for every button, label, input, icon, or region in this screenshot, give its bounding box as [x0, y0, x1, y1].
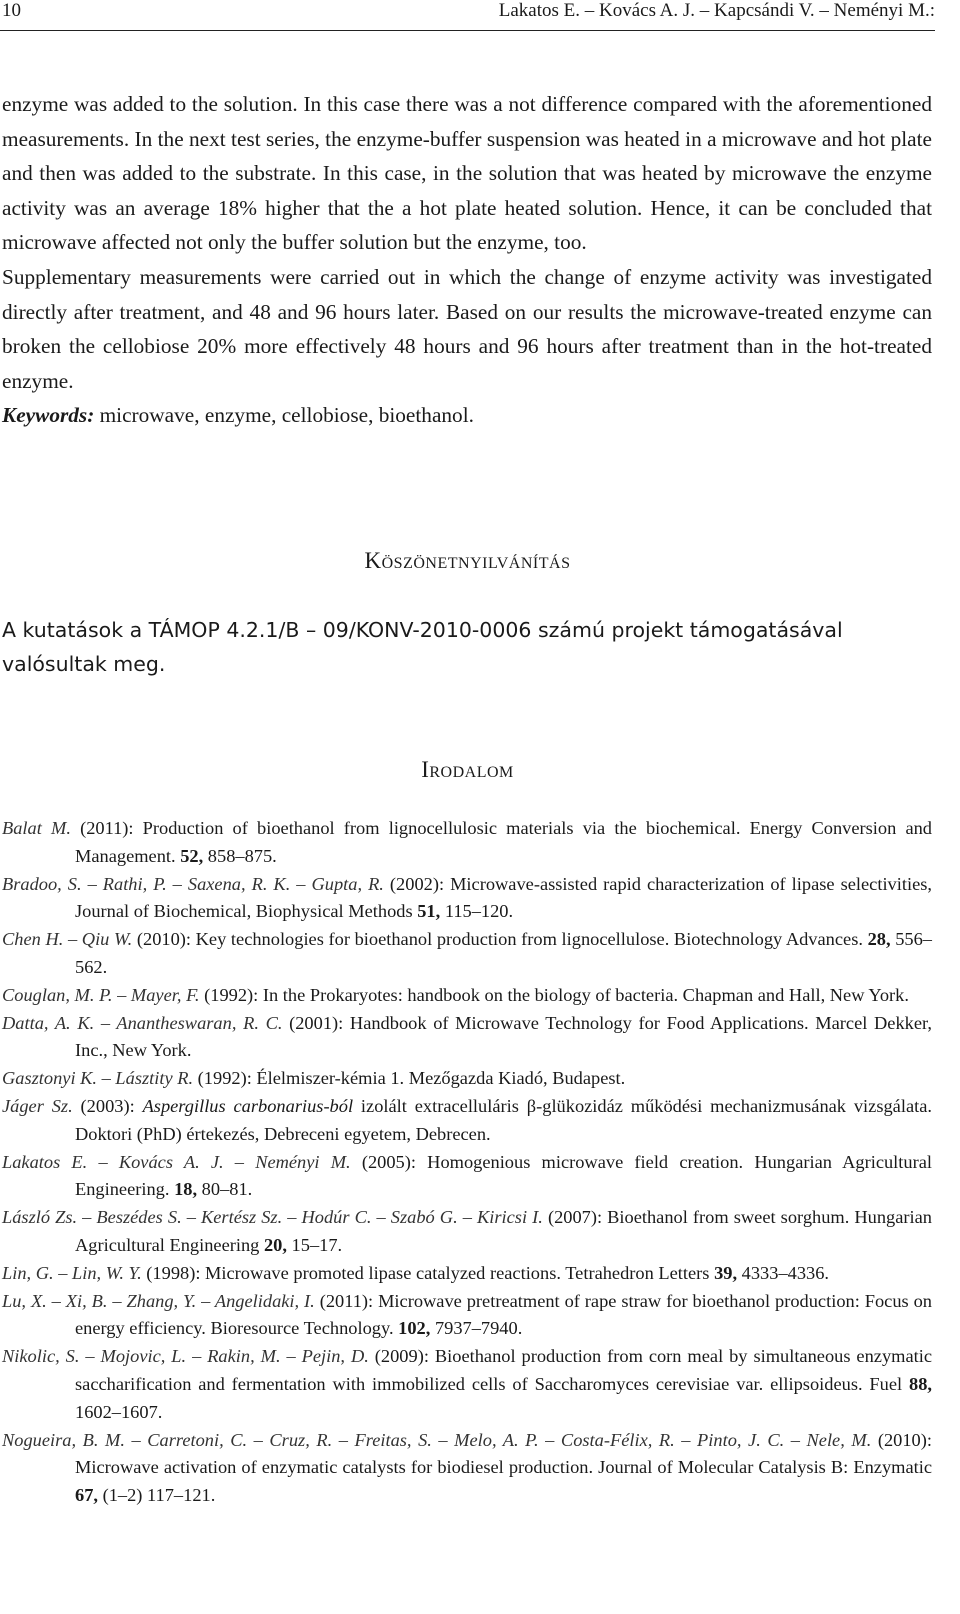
- reference-text: (2001): Handbook of Microwave Technology for Food Applications. Marcel Dekker, Inc., New York.: [75, 1012, 933, 1061]
- reference-authors: Lin, G. – Lin, W. Y.: [2, 1262, 142, 1283]
- acknowledgement-title: Köszönetnyilvánítás: [364, 548, 571, 573]
- keywords-label: Keywords:: [2, 403, 95, 428]
- reference-text: (1992): Élelmiszer-kémia 1. Mezőgazda Kiadó, Budapest.: [193, 1068, 626, 1089]
- reference-volume: 88,: [909, 1373, 932, 1394]
- reference-text: (2003):: [72, 1095, 143, 1116]
- reference-volume: 28,: [867, 929, 891, 950]
- reference-item: [2, 1149, 932, 1205]
- reference-authors: Couglan, M. P. – Mayer, F.: [2, 984, 200, 1005]
- reference-authors: Nogueira, B. M. – Carretoni, C. – Cruz, R. – Freitas, S. – Melo, A. P. – Costa-Félix, R. – Pinto, J. C. – Nele, M.: [2, 1429, 872, 1450]
- reference-volume: 102,: [398, 1318, 431, 1339]
- reference-volume: 20,: [263, 1234, 287, 1255]
- reference-item: [2, 1010, 932, 1066]
- reference-item: [2, 871, 932, 927]
- reference-pages: 80–81.: [197, 1179, 253, 1200]
- reference-text: izolált extracelluláris β-glükozidáz működési mechanizmusának vizsgálata. Doktori (PhD) értekezés, Debreceni egyetem, Debrecen.: [75, 1095, 932, 1144]
- reference-item: [2, 1427, 932, 1510]
- reference-item: [2, 1260, 932, 1288]
- running-head-authors: Lakatos E. – Kovács A. J. – Kapcsándi V. – Neményi M.:: [498, 0, 935, 21]
- reference-text: (2002): Microwave-assisted rapid characterization of lipase selectivities, Journal of Biochemical, Biophysical Methods: [75, 873, 933, 922]
- reference-authors: Chen H. – Qiu W.: [2, 929, 133, 950]
- reference-list: [2, 815, 932, 1510]
- abstract-paragraph: enzyme was added to the solution. In this case there was a not difference compared with the aforementioned measurements. In the next test series, the enzyme-buffer suspension was heated in a microwave and hot plate and then was added to the substrate. In this case, in the solution that was heated by microwave the enzyme activity was an average 18% higher that the a hot plate heated solution. Hence, it can be concluded that microwave affected not only the buffer solution but the enzyme, too.: [2, 92, 932, 255]
- reference-pages: 556–562.: [75, 929, 932, 977]
- reference-text: (2011): Production of bioethanol from lignocellulosic materials via the biochemical. Energy Conversion and Management.: [70, 818, 933, 866]
- keywords-list: microwave, enzyme, cellobiose, bioethanol.: [94, 403, 474, 428]
- acknowledgement-text: A kutatások a TÁMOP 4.2.1/B – 09/KONV-2010-0006 számú projekt támogatásával valósultak meg.: [2, 618, 843, 676]
- reference-authors: Bradoo, S. – Rathi, P. – Saxena, R. K. – Gupta, R.: [2, 873, 384, 894]
- reference-authors: Jáger Sz.: [2, 1095, 73, 1116]
- reference-pages: 115–120.: [440, 901, 514, 922]
- reference-item: [2, 1204, 932, 1260]
- reference-pages: 4333–4336.: [737, 1262, 830, 1283]
- reference-text: (1992): In the Prokaryotes: handbook on the biology of bacteria. Chapman and Hall, New York.: [199, 984, 909, 1005]
- page-number: 10: [2, 0, 21, 21]
- reference-text: (1998): Microwave promoted lipase catalyzed reactions. Tetrahedron Letters: [141, 1262, 715, 1283]
- reference-authors: László Zs. – Beszédes S. – Kertész Sz. – Hodúr C. – Szabó G. – Kiricsi I.: [2, 1207, 543, 1228]
- reference-authors: Lakatos E. – Kovács A. J. – Neményi M.: [2, 1151, 351, 1172]
- references-title: Irodalom: [421, 757, 514, 782]
- reference-pages: (1–2) 117–121.: [98, 1485, 216, 1506]
- reference-pages: 858–875.: [203, 845, 277, 866]
- reference-authors: Lu, X. – Xi, B. – Zhang, Y. – Angelidaki, I.: [2, 1290, 315, 1311]
- reference-text: (2011): Microwave pretreatment of rape straw for bioethanol production: Focus on energy efficiency. Bioresource Technology.: [75, 1290, 932, 1339]
- reference-item: [2, 815, 932, 871]
- reference-text: (2005): Homogenious microwave field creation. Hungarian Agricultural Engineering.: [75, 1151, 932, 1200]
- abstract-paragraph: Supplementary measurements were carried out in which the change of enzyme activity was investigated directly after treatment, and 48 and 96 hours later. Based on our results the microwave-treated enzyme can broken the cellobiose 20% more effectively 48 hours and 96 hours after treatment than in the hot-treated enzyme.: [2, 264, 932, 393]
- reference-text: (2009): Bioethanol production from corn meal by simultaneous enzymatic saccharification and fermentation with immobilized cells of Saccharomyces cerevisiae var. ellipsoideus. Fuel: [75, 1346, 932, 1394]
- reference-authors: Datta, A. K. – Anantheswaran, R. C.: [2, 1012, 283, 1033]
- abstract-text: [2, 87, 932, 433]
- reference-italic-text: Aspergillus carbonarius-ból: [142, 1095, 354, 1116]
- reference-item: [2, 1093, 932, 1149]
- reference-item: [2, 1065, 932, 1093]
- reference-volume: 39,: [714, 1262, 738, 1283]
- reference-pages: 1602–1607.: [75, 1401, 163, 1422]
- reference-text: (2010): Key technologies for bioethanol production from lignocellulose. Biotechnology Advances.: [132, 929, 868, 950]
- reference-item: [2, 1343, 932, 1426]
- reference-volume: 51,: [417, 901, 441, 922]
- reference-item: [2, 926, 932, 982]
- keywords-line: [2, 398, 932, 433]
- reference-volume: 67,: [75, 1485, 98, 1506]
- reference-pages: 15–17.: [286, 1234, 343, 1255]
- reference-item: [2, 1288, 932, 1344]
- reference-volume: 18,: [174, 1179, 198, 1200]
- reference-text: (2010): Microwave activation of enzymatic catalysts for biodiesel production. Journal of Molecular Catalysis B: Enzymatic: [75, 1429, 932, 1478]
- reference-pages: 7937–7940.: [430, 1318, 523, 1339]
- reference-authors: Nikolic, S. – Mojovic, L. – Rakin, M. – Pejin, D.: [2, 1346, 369, 1367]
- reference-authors: Balat M.: [2, 818, 71, 838]
- reference-item: [2, 982, 932, 1010]
- reference-text: (2007): Bioethanol from sweet sorghum. Hungarian Agricultural Engineering: [75, 1207, 932, 1255]
- page-header: [0, 0, 935, 31]
- reference-authors: Gasztonyi K. – Lásztity R.: [2, 1068, 194, 1089]
- reference-volume: 52,: [180, 845, 204, 866]
